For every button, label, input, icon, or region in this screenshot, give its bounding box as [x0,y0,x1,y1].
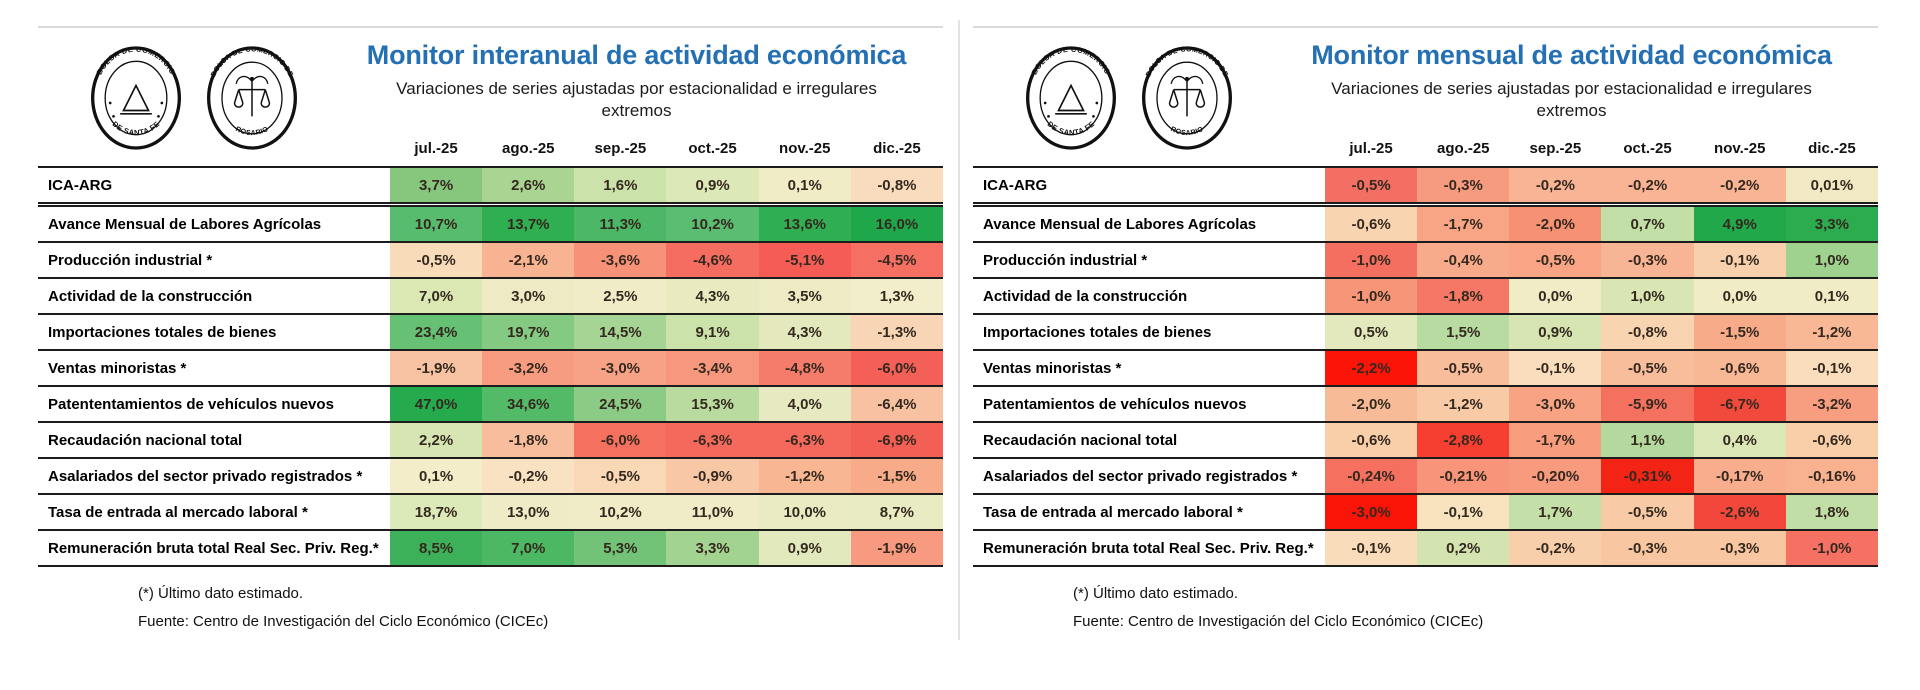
heatmap-cell: -0,3% [1694,531,1786,565]
heatmap-cell: -1,0% [1325,279,1417,313]
heatmap-cell: -0,4% [1417,243,1509,277]
panel-mensual [973,26,1878,654]
heatmap-cell: 10,2% [666,207,758,241]
month-header-cell: sep.-25 [1509,130,1601,166]
heatmap-cell: 34,6% [482,387,574,421]
heatmap-cell: -1,3% [851,315,943,349]
footnote-source: Fuente: Centro de Investigación del Ciclo Económico (CICEc) [138,612,549,630]
heatmap-cell: -4,6% [666,243,758,277]
heatmap-cell: 0,0% [1694,279,1786,313]
heatmap-cell: -0,5% [1601,495,1693,529]
heatmap-cell: 4,9% [1694,207,1786,241]
row-label: Producción industrial * [973,243,1325,277]
table-row [38,493,943,529]
table-row [973,493,1878,529]
page-subtitle: Variaciones de series ajustadas por estacionalidad e irregulares extremos [1331,79,1812,121]
logos-group [1021,40,1237,156]
table-row [973,385,1878,421]
heatmap-table-mensual [973,130,1878,567]
heatmap-cell: -6,0% [574,423,666,457]
heatmap-cell: -0,3% [1601,531,1693,565]
row-label: Patententamientos de vehículos nuevos [38,387,390,421]
heatmap-cell: -0,24% [1325,459,1417,493]
heatmap-cell: -0,1% [1694,243,1786,277]
heatmap-cell: 10,2% [574,495,666,529]
month-header-cell: nov.-25 [759,130,851,166]
heatmap-cell: -2,0% [1509,207,1601,241]
table-row [973,277,1878,313]
heatmap-cell: 3,3% [666,531,758,565]
heatmap-cell: -0,5% [574,459,666,493]
heatmap-cell: -3,6% [574,243,666,277]
panels-divider [958,20,960,640]
heatmap-cell: -3,0% [1325,495,1417,529]
month-header-cell: ago.-25 [1417,130,1509,166]
heatmap-cell: 4,0% [759,387,851,421]
month-header-cell: oct.-25 [666,130,758,166]
rosario-seal-icon [202,40,302,156]
heatmap-cell: 3,7% [390,168,482,202]
page-title: Monitor interanual de actividad económica [366,40,907,70]
heatmap-cell: -0,5% [1509,243,1601,277]
heatmap-cell: -0,6% [1325,423,1417,457]
heatmap-cell: 13,7% [482,207,574,241]
heatmap-cell: -3,2% [482,351,574,385]
row-label: Avance Mensual de Labores Agrícolas [973,207,1325,241]
heatmap-cell: -0,5% [390,243,482,277]
table-row [973,529,1878,565]
heatmap-cell: -0,2% [1509,531,1601,565]
heatmap-cell: -3,0% [1509,387,1601,421]
heatmap-cell: -0,6% [1325,207,1417,241]
panel-header [330,34,943,122]
heatmap-cell: -3,2% [1786,387,1878,421]
row-label: Remuneración bruta total Real Sec. Priv. Reg.* [38,531,390,565]
footnote-estimated: (*) Último dato estimado. [1073,585,1239,603]
santafe-seal-icon [1021,40,1121,156]
table-row [973,202,1878,241]
heatmap-cell: 1,6% [574,168,666,202]
heatmap-cell: 0,2% [1417,531,1509,565]
heatmap-cell: 47,0% [390,387,482,421]
footnotes [1073,580,1878,654]
heatmap-cell: -4,8% [759,351,851,385]
heatmap-cell: -6,0% [851,351,943,385]
table-row [38,457,943,493]
footnote-estimated: (*) Último dato estimado. [138,585,304,603]
table-row [38,349,943,385]
table-row [973,313,1878,349]
heatmap-cell: 1,0% [1786,243,1878,277]
heatmap-cell: -1,8% [1417,279,1509,313]
row-label: Avance Mensual de Labores Agrícolas [38,207,390,241]
month-header-cell: dic.-25 [851,130,943,166]
heatmap-cell: -6,3% [666,423,758,457]
row-label: Importaciones totales de bienes [38,315,390,349]
heatmap-cell: -0,21% [1417,459,1509,493]
table-row [38,529,943,565]
heatmap-cell: -1,9% [390,351,482,385]
heatmap-cell: 5,3% [574,531,666,565]
row-label: Importaciones totales de bienes [973,315,1325,349]
heatmap-cell: 2,5% [574,279,666,313]
heatmap-cell: 0,9% [759,531,851,565]
table-row [38,385,943,421]
svg-text:ROSARIO: ROSARIO [1169,124,1205,138]
heatmap-cell: 0,9% [1509,315,1601,349]
svg-text:BOLSA DE COMERCIO DE: BOLSA DE COMERCIO DE [1144,45,1230,79]
heatmap-cell: -0,5% [1601,351,1693,385]
heatmap-table-interanual [38,130,943,567]
heatmap-cell: -2,1% [482,243,574,277]
heatmap-cell: -2,0% [1325,387,1417,421]
row-label: Recaudación nacional total [38,423,390,457]
heatmap-cell: -0,3% [1417,168,1509,202]
heatmap-cell: 0,01% [1786,168,1878,202]
heatmap-cell: -0,2% [482,459,574,493]
heatmap-cell: 0,0% [1509,279,1601,313]
heatmap-cell: -1,7% [1417,207,1509,241]
heatmap-cell: 19,7% [482,315,574,349]
heatmap-cell: -0,6% [1694,351,1786,385]
row-label: Ventas minoristas * [973,351,1325,385]
table-row [973,457,1878,493]
svg-text:ROSARIO: ROSARIO [234,124,270,138]
svg-text:BOLSA DE COMERCIO: BOLSA DE COMERCIO [94,44,178,77]
heatmap-cell: -1,9% [851,531,943,565]
heatmap-cell: -0,3% [1601,243,1693,277]
table-row [38,166,943,202]
heatmap-cell: -0,2% [1509,168,1601,202]
month-header-cell: nov.-25 [1694,130,1786,166]
table-row [38,241,943,277]
heatmap-cell: 24,5% [574,387,666,421]
heatmap-cell: -0,1% [1786,351,1878,385]
page-title: Monitor mensual de actividad económica [1311,40,1832,70]
heatmap-cell: 0,1% [390,459,482,493]
heatmap-cell: 3,0% [482,279,574,313]
heatmap-cell: -4,5% [851,243,943,277]
heatmap-cell: 0,5% [1325,315,1417,349]
rosario-seal-icon [1137,40,1237,156]
month-header-cell: dic.-25 [1786,130,1878,166]
table-row [973,241,1878,277]
heatmap-cell: -0,6% [1786,423,1878,457]
heatmap-cell: 0,1% [1786,279,1878,313]
heatmap-cell: 1,8% [1786,495,1878,529]
heatmap-cell: -1,5% [851,459,943,493]
heatmap-cell: -0,1% [1325,531,1417,565]
heatmap-cell: -0,2% [1601,168,1693,202]
footnotes [138,580,943,654]
heatmap-cell: -6,9% [851,423,943,457]
heatmap-cell: 10,0% [759,495,851,529]
month-header-cell: jul.-25 [1325,130,1417,166]
heatmap-cell: -3,4% [666,351,758,385]
heatmap-cell: -0,20% [1509,459,1601,493]
row-label: Actividad de la construcción [38,279,390,313]
heatmap-cell: 1,3% [851,279,943,313]
table-row [38,277,943,313]
heatmap-cell: -6,3% [759,423,851,457]
month-header-cell: jul.-25 [390,130,482,166]
heatmap-cell: 1,5% [1417,315,1509,349]
heatmap-cell: -0,1% [1509,351,1601,385]
heatmap-cell: 16,0% [851,207,943,241]
heatmap-cell: -1,2% [1786,315,1878,349]
heatmap-cell: -0,5% [1417,351,1509,385]
heatmap-cell: 1,1% [1601,423,1693,457]
heatmap-cell: 13,6% [759,207,851,241]
svg-text:BOLSA DE COMERCIO DE: BOLSA DE COMERCIO DE [209,45,295,79]
heatmap-cell: 11,3% [574,207,666,241]
svg-text:DE SANTA FE: DE SANTA FE [110,119,162,138]
heatmap-cell: -0,5% [1325,168,1417,202]
heatmap-cell: 0,4% [1694,423,1786,457]
heatmap-cell: -1,8% [482,423,574,457]
table-row [973,166,1878,202]
row-label: ICA-ARG [973,168,1325,202]
heatmap-cell: 11,0% [666,495,758,529]
svg-text:DE SANTA FE: DE SANTA FE [1045,119,1097,138]
heatmap-cell: 8,5% [390,531,482,565]
row-label: Patentamientos de vehículos nuevos [973,387,1325,421]
heatmap-cell: 4,3% [666,279,758,313]
table-row [38,421,943,457]
heatmap-cell: -0,8% [1601,315,1693,349]
heatmap-cell: 9,1% [666,315,758,349]
heatmap-cell: -6,4% [851,387,943,421]
heatmap-cell: 0,9% [666,168,758,202]
row-label: Producción industrial * [38,243,390,277]
heatmap-cell: -0,8% [851,168,943,202]
logos-group [86,40,302,156]
row-label: Asalariados del sector privado registrados * [973,459,1325,493]
row-label: Asalariados del sector privado registrados * [38,459,390,493]
heatmap-cell: 1,0% [1601,279,1693,313]
row-label: Remuneración bruta total Real Sec. Priv. Reg.* [973,531,1325,565]
heatmap-cell: -5,9% [1601,387,1693,421]
table-row [38,202,943,241]
table-row [973,421,1878,457]
heatmap-cell: -1,5% [1694,315,1786,349]
heatmap-cell: 7,0% [482,531,574,565]
heatmap-cell: -5,1% [759,243,851,277]
row-label: Ventas minoristas * [38,351,390,385]
heatmap-cell: 18,7% [390,495,482,529]
heatmap-cell: -1,2% [759,459,851,493]
heatmap-cell: 0,7% [1601,207,1693,241]
row-label: Tasa de entrada al mercado laboral * [973,495,1325,529]
month-header-cell: sep.-25 [574,130,666,166]
panel-interanual [38,26,943,654]
row-label: Recaudación nacional total [973,423,1325,457]
heatmap-cell: 15,3% [666,387,758,421]
heatmap-cell: -2,8% [1417,423,1509,457]
heatmap-cell: -0,31% [1601,459,1693,493]
heatmap-cell: -1,7% [1509,423,1601,457]
heatmap-cell: 1,7% [1509,495,1601,529]
heatmap-cell: -6,7% [1694,387,1786,421]
heatmap-cell: 13,0% [482,495,574,529]
heatmap-cell: -0,1% [1417,495,1509,529]
heatmap-cell: -0,2% [1694,168,1786,202]
heatmap-cell: 2,2% [390,423,482,457]
heatmap-cell: -0,9% [666,459,758,493]
svg-text:BOLSA DE COMERCIO: BOLSA DE COMERCIO [1029,44,1113,77]
row-label: ICA-ARG [38,168,390,202]
heatmap-cell: -2,6% [1694,495,1786,529]
heatmap-cell: 3,3% [1786,207,1878,241]
table-row [38,313,943,349]
heatmap-cell: 10,7% [390,207,482,241]
heatmap-cell: -2,2% [1325,351,1417,385]
heatmap-cell: -0,17% [1694,459,1786,493]
santafe-seal-icon [86,40,186,156]
row-label: Tasa de entrada al mercado laboral * [38,495,390,529]
page-subtitle: Variaciones de series ajustadas por estacionalidad e irregulares extremos [396,79,877,121]
heatmap-cell: 14,5% [574,315,666,349]
table-row [973,349,1878,385]
heatmap-cell: -1,0% [1325,243,1417,277]
row-label: Actividad de la construcción [973,279,1325,313]
month-header-cell: oct.-25 [1601,130,1693,166]
heatmap-cell: 7,0% [390,279,482,313]
heatmap-cell: 4,3% [759,315,851,349]
heatmap-cell: 23,4% [390,315,482,349]
heatmap-cell: -1,0% [1786,531,1878,565]
panel-header [1265,34,1878,122]
heatmap-cell: -1,2% [1417,387,1509,421]
footnote-source: Fuente: Centro de Investigación del Ciclo Económico (CICEc) [1073,612,1484,630]
heatmap-cell: -3,0% [574,351,666,385]
heatmap-cell: -0,16% [1786,459,1878,493]
heatmap-cell: 3,5% [759,279,851,313]
heatmap-cell: 0,1% [759,168,851,202]
month-header-cell: ago.-25 [482,130,574,166]
heatmap-cell: 2,6% [482,168,574,202]
heatmap-cell: 8,7% [851,495,943,529]
